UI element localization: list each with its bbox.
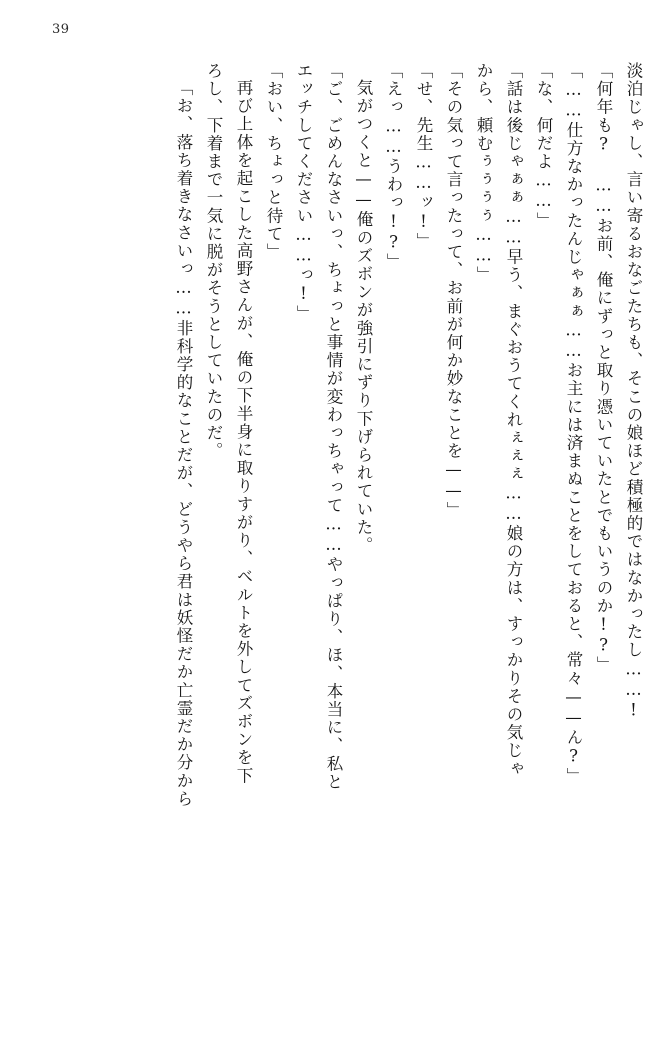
text-line: 気がつくと——俺のズボンが強引にずり下げられていた。 bbox=[354, 79, 373, 555]
text-line: から、頼むぅぅぅぅ……」 bbox=[474, 62, 493, 285]
text-line: 再び上体を起こした高野さんが、俺の下半身に取りすがり、ベルトを外してズボンを下 bbox=[234, 79, 253, 785]
text-line: 「おい、ちょっと待て」 bbox=[264, 62, 283, 262]
vertical-text-body bbox=[34, 62, 641, 1036]
page-number: 39 bbox=[52, 22, 70, 37]
text-line: 「お、落ち着きなさいっ……非科学的なことだが、どうやら君は妖怪だか亡霊だか分から bbox=[174, 79, 193, 808]
text-line: 「えっ……うわっ!?」 bbox=[384, 62, 403, 272]
text-line: 「その気って言ったって、お前が何か妙なことを——」 bbox=[444, 62, 463, 520]
text-line: 淡泊じゃし、言い寄るおなごたちも、そこの娘ほど積極的ではなかったし……! bbox=[624, 62, 643, 722]
text-line: 「話は後じゃぁぁ……早う、まぐおうてくれぇぇぇ……娘の方は、すっかりその気じゃ bbox=[504, 62, 523, 778]
text-line: エッチしてください……っ!」 bbox=[294, 62, 313, 323]
text-line: 「な、何だよ……」 bbox=[534, 62, 553, 230]
text-line: 「ご、ごめんなさいっ、ちょっと事情が変わっちゃって……やっぱり、ほ、本当に、私と bbox=[324, 62, 343, 791]
text-line: ろし、下着まで一気に脱がそうとしていたのだ。 bbox=[204, 62, 223, 461]
text-line: 「せ、先生……ッ!」 bbox=[414, 62, 433, 251]
text-line: 「……仕方なかったんじゃぁぁ……お主には済まぬことをしておると、常々——ん?」 bbox=[564, 62, 583, 786]
text-line: 「何年も? ……お前、俺にずっと取り憑いていたとでもいうのか!?」 bbox=[594, 62, 613, 675]
